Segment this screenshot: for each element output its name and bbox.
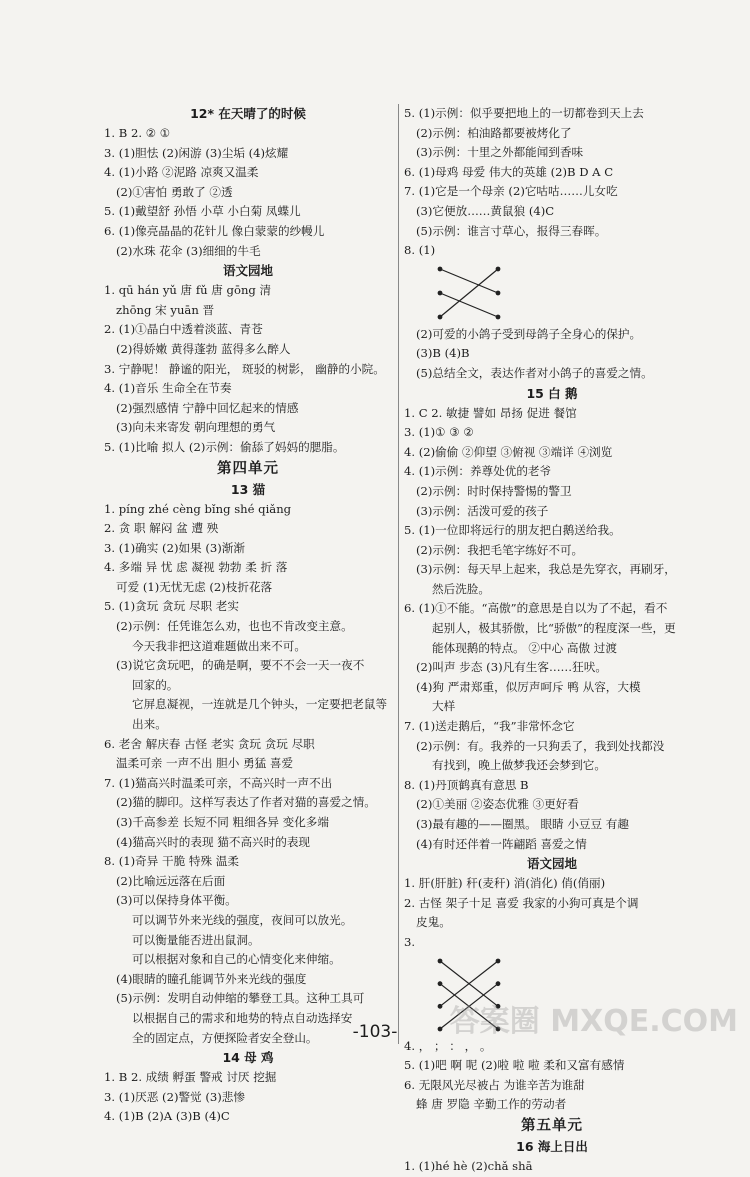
- answer-line: 5. (1)贪玩 贪玩 尽职 老实: [104, 599, 239, 614]
- answer-line: 6. 老舍 解庆春 古怪 老实 贪玩 贪玩 尽职: [104, 736, 315, 751]
- lesson-title: 13 猫: [230, 481, 266, 497]
- answer-line: 5. (1)吧 啊 呢 (2)啦 啦 啦 柔和又富有感情: [404, 1058, 625, 1073]
- answer-line: (3)千高参差 长短不同 粗细各异 变化多端: [116, 815, 329, 829]
- answer-line: 7. (1)送走鹅后，“我”非常怀念它: [404, 719, 575, 734]
- answer-line: 6. (1)母鸡 母爱 伟大的英雄 (2)B D A C: [404, 164, 614, 179]
- answer-line: (3)示例：十里之外都能闻到香味: [416, 145, 584, 160]
- answer-line: (4)有时还伴着一阵翩蹈 喜爱之情: [416, 836, 587, 851]
- answer-line: 全的固定点，方便探险者安全登山。: [132, 1030, 318, 1045]
- answer-line: 8. (1)奇异 干脆 特殊 温柔: [104, 854, 239, 869]
- answer-line: 5. (1)一位即将远行的朋友把白鹅送给我。: [404, 523, 621, 538]
- answer-line: (2)得娇嫩 黄得蓬勃 蓝得多么醉人: [116, 341, 291, 356]
- answer-line: 5. (1)戴望舒 孙悟 小草 小白菊 凤蝶儿: [104, 204, 301, 219]
- answer-line: 2. 贪 职 解闷 盆 遭 殃: [104, 521, 219, 536]
- answer-line: (2)可爱的小鸽子受到母鸽子全身心的保护。: [416, 326, 642, 341]
- answer-line: 以根据自己的需求和地势的特点自动选择安: [132, 1010, 353, 1025]
- answer-line: 1. (1)hé hè (2)chǎ shā: [404, 1158, 533, 1173]
- answer-line: 4. (1)音乐 生命全在节奏: [104, 381, 232, 396]
- answer-line: 回家的。: [132, 677, 179, 692]
- matching-diagram: [434, 263, 504, 323]
- answer-line: (2)叫声 步态 (3)凡有生客……狂吠。: [416, 660, 607, 675]
- answer-line: (2)水珠 花伞 (3)细细的牛毛: [116, 243, 261, 258]
- answer-line: (2)猫的脚印。这样写表达了作者对猫的喜爱之情。: [116, 795, 376, 810]
- answer-line: 4. 多端 异 忧 虑 凝视 勃勃 柔 折 落: [104, 560, 288, 575]
- answer-line: (5)示例：发明自动伸缩的攀登工具。这种工具可: [116, 991, 365, 1006]
- answer-line: 皮鬼。: [416, 915, 451, 930]
- answer-line: (2)比喻远远落在后面: [116, 873, 226, 888]
- answer-line: 2. 古怪 架子十足 喜爱 我家的小狗可真是个调: [404, 895, 639, 910]
- answer-line: (5)总结全文，表达作者对小鸽子的喜爱之情。: [416, 365, 653, 380]
- answer-line: 6. 无限风光尽被占 为谁辛苦为谁甜: [404, 1077, 585, 1092]
- match-line: [440, 269, 498, 317]
- answer-line: 大样: [432, 699, 456, 714]
- answer-line: 有找到，晚上做梦我还会梦到它。: [432, 758, 606, 773]
- answer-line: 4. (1)示例：养尊处优的老爷: [404, 464, 552, 479]
- answer-line: 起别人，极其骄傲，比“骄傲”的程度深一些，更: [432, 621, 676, 636]
- answer-line: (4)狗 严肃郑重，似厉声呵斥 鸭 从容，大模: [416, 679, 641, 694]
- answer-line: (2)示例：有。我养的一只狗丢了，我到处找都没: [416, 738, 665, 753]
- answer-line: (2)强烈感情 宁静中回忆起来的情感: [116, 400, 299, 415]
- answer-line: 可以根据对象和自己的心情变化来伸缩。: [132, 952, 341, 967]
- lesson-title: 12* 在天晴了的时候: [190, 106, 306, 121]
- lesson-title: 语文园地: [222, 263, 273, 279]
- answer-line: 6. (1)像亮晶晶的花针儿 像白蒙蒙的纱幔儿: [104, 223, 325, 238]
- answer-line: (5)示例：谁言寸草心，报得三春晖。: [416, 223, 607, 238]
- answer-line: 3. (1)① ③ ②: [404, 425, 474, 440]
- answer-line: 3. (1)厌恶 (2)警觉 (3)悲惨: [104, 1089, 245, 1104]
- answer-line: 今天我非把这道难题做出来不可。: [132, 638, 306, 653]
- answer-line: (3)B (4)B: [416, 346, 470, 361]
- answer-line: 可爱 (1)无忧无虑 (2)枝折花落: [116, 579, 273, 594]
- answer-line: 温柔可亲 一声不出 胆小 勇猛 喜爱: [116, 756, 294, 771]
- answer-line: (3)示例：每天早上起来，我总是先穿衣，再刷牙，: [416, 562, 676, 577]
- answer-line: (3)向未来寄发 朝向理想的勇气: [116, 420, 276, 435]
- answer-line: 8. (1): [404, 243, 436, 258]
- answer-line: 6. (1)①不能。“高傲”的意思是自以为了不起，看不: [404, 601, 668, 616]
- answer-line: 3. (1)胆怯 (2)闲游 (3)尘垢 (4)炫耀: [104, 145, 289, 160]
- answer-line: 3. 宁静呢！ 静谧的阳光， 斑驳的树影， 幽静的小院。: [104, 361, 385, 376]
- answer-line: 1. B 2. 成绩 孵蛋 警戒 讨厌 挖掘: [104, 1070, 277, 1085]
- answer-line: 1. 肝(肝脏) 秆(麦秆) 消(消化) 俏(俏丽): [404, 876, 606, 891]
- answer-line: (2)示例：柏油路都要被烤化了: [416, 125, 572, 140]
- unit-heading: 第五单元: [521, 1117, 583, 1134]
- left-column: [104, 104, 392, 1127]
- answer-line: (2)示例：任凭谁怎么劝，也也不肯改变主意。: [116, 619, 353, 634]
- watermark: 答案圈 MXQE.COM: [449, 1004, 738, 1039]
- match-line: [440, 269, 498, 293]
- answer-line: 1. B 2. ② ①: [104, 126, 171, 140]
- lesson-title: 语文园地: [526, 856, 577, 872]
- answer-line: 3.: [404, 934, 416, 949]
- answer-line: (2)示例：时时保持警惕的警卫: [416, 483, 572, 498]
- answer-line: zhōng 宋 yuān 晋: [116, 302, 215, 317]
- answer-line: 3. (1)确实 (2)如果 (3)渐渐: [104, 540, 245, 555]
- answer-line: 能体现鹅的特点。 ②中心 高傲 过渡: [432, 640, 617, 655]
- column-divider: [398, 104, 399, 1044]
- answer-line: 7. (1)猫高兴时温柔可亲，不高兴时一声不出: [104, 775, 333, 790]
- answer-line: (2)①害怕 勇敢了 ②透: [116, 184, 233, 199]
- answer-line: 5. (1)示例：似乎要把地上的一切都卷到天上去: [404, 106, 644, 120]
- answer-line: 7. (1)它是一个母亲 (2)它咕咕……儿女吃: [404, 184, 618, 199]
- answer-line: (3)它便放……黄鼠狼 (4)C: [416, 203, 555, 218]
- match-line: [440, 293, 498, 317]
- answer-line: 8. (1)丹顶鹤真有意思 B: [404, 777, 529, 792]
- answer-line: (3)示例：活泼可爱的孩子: [416, 503, 549, 518]
- lesson-title: 14 母 鸡: [222, 1050, 274, 1066]
- answer-line: 蜂 唐 罗隐 辛勤工作的劳动者: [416, 1097, 567, 1112]
- answer-line: 1. C 2. 敏捷 譬如 昂扬 促进 餐馆: [404, 405, 577, 420]
- unit-heading: 第四单元: [217, 460, 279, 477]
- answer-line: 可以调节外来光线的强度，夜间可以放光。: [132, 912, 353, 927]
- answer-line: 2. (1)①晶白中透着淡蓝、青苍: [104, 322, 263, 337]
- answer-line: 1. qū hán yǔ 唐 fǔ 唐 gōng 清: [104, 283, 272, 298]
- answer-line: 4. ， ； ： ， 。: [404, 1038, 492, 1053]
- answer-line: (3)可以保持身体平衡。: [116, 893, 237, 908]
- answer-line: (3)说它贪玩吧，的确是啊，要不不会一天一夜不: [116, 658, 365, 673]
- answer-line: 可以衡量能否进出鼠洞。: [132, 932, 260, 947]
- answer-line: 4. (1)B (2)A (3)B (4)C: [104, 1109, 230, 1124]
- page-number: -103-: [352, 1022, 398, 1042]
- answer-line: 它屏息凝视，一连就是几个钟头，一定要把老鼠等出来。: [132, 697, 388, 732]
- answer-line: 1. píng zhé cèng bǐng shé qiǎng: [104, 501, 292, 516]
- answer-line: (4)眼睛的瞳孔能调节外来光线的强度: [116, 971, 307, 986]
- lesson-title: 16 海上日出: [516, 1138, 588, 1154]
- answer-line: (2)①美丽 ②姿态优雅 ③更好看: [416, 797, 579, 812]
- answer-line: 4. (2)偷偷 ②仰望 ③俯视 ③端详 ④浏览: [404, 444, 613, 459]
- answer-line: 然后洗脸。: [432, 581, 490, 596]
- answer-line: (2)示例：我把毛笔字练好不可。: [416, 542, 584, 557]
- lesson-title: 15 白 鹅: [526, 385, 578, 401]
- answer-line: (3)最有趣的——圈黑。 眼睛 小豆豆 有趣: [416, 817, 629, 831]
- answer-line: 4. (1)小路 ②泥路 凉爽又温柔: [104, 165, 259, 180]
- answer-line: 5. (1)比喻 拟人 (2)示例：偷舔了妈妈的腮脂。: [104, 439, 345, 454]
- answer-line: (4)猫高兴时的表现 猫不高兴时的表现: [116, 834, 311, 849]
